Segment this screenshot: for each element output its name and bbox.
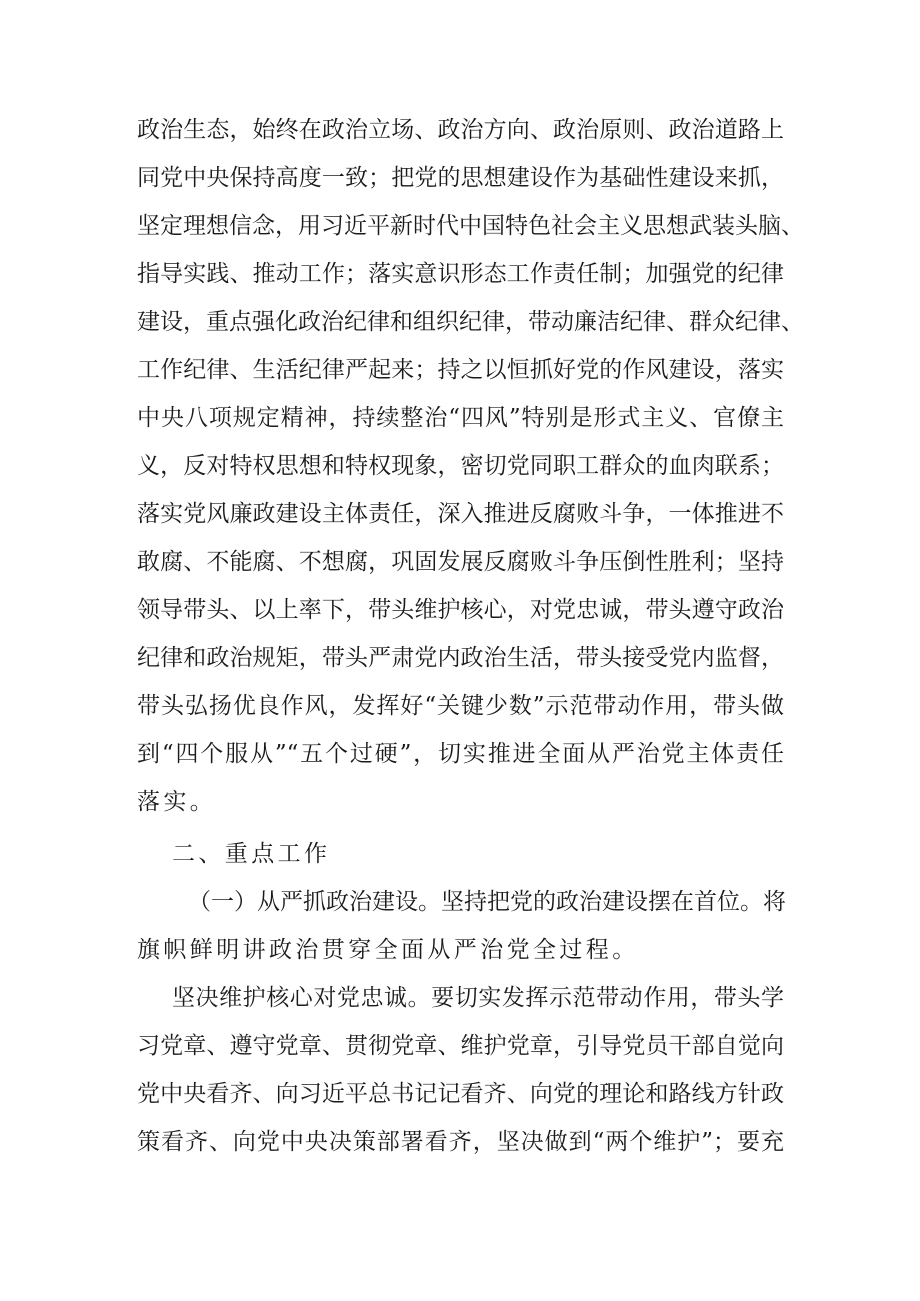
- body-text-line: 带头弘扬优良作风，发挥好“关键少数”示范带动作用，带头做: [137, 693, 784, 719]
- body-text-line: 习党章、遵守党章、贯彻党章、维护党章，引导党员干部自觉向: [137, 1033, 784, 1059]
- body-text-line: 策看齐、向党中央决策部署看齐，坚决做到“两个维护”；要充: [137, 1129, 784, 1155]
- body-text-line: 坚决维护核心对党忠诚。要切实发挥示范带动作用，带头学: [172, 985, 784, 1011]
- body-text-line: 敢腐、不能腐、不想腐，巩固发展反腐败斗争压倒性胜利；坚持: [137, 549, 784, 575]
- body-text-line: 领导带头、以上率下，带头维护核心，对党忠诚，带头遵守政治: [137, 597, 784, 623]
- subsection-heading: （一）从严抓政治建设。坚持把党的政治建设摆在首位。将: [188, 889, 786, 915]
- body-text-line: 坚定理想信念，用习近平新时代中国特色社会主义思想武装头脑、: [137, 213, 804, 239]
- body-text-line: 落实党风廉政建设主体责任，深入推进反腐败斗争，一体推进不: [137, 501, 784, 527]
- body-text-line: 义，反对特权思想和特权现象，密切党同职工群众的血肉联系；: [137, 453, 784, 479]
- body-text-line: 中央八项规定精神，持续整治“四风”特别是形式主义、官僚主: [137, 405, 784, 431]
- body-text-line: 党中央看齐、向习近平总书记记看齐、向党的理论和路线方针政: [137, 1081, 784, 1107]
- body-text-line: 到“四个服从”“五个过硬”，切实推进全面从严治党主体责任: [137, 741, 784, 767]
- body-text-line: 纪律和政治规矩，带头严肃党内政治生活，带头接受党内监督，: [137, 645, 784, 671]
- body-text-line: 落实。: [137, 789, 217, 815]
- body-text-line: 建设，重点强化政治纪律和组织纪律，带动廉洁纪律、群众纪律、: [137, 309, 804, 335]
- body-text-line: 同党中央保持高度一致；把党的思想建设作为基础性建设来抓，: [137, 165, 784, 191]
- body-text-line: 指导实践、推动工作；落实意识形态工作责任制；加强党的纪律: [137, 261, 784, 287]
- body-text-line: 工作纪律、生活纪律严起来；持之以恒抓好党的作风建设，落实: [137, 357, 784, 383]
- body-text-line: 旗帜鲜明讲政治贯穿全面从严治党全过程。: [137, 937, 639, 963]
- body-text-line: 政治生态，始终在政治立场、政治方向、政治原则、政治道路上: [137, 117, 784, 143]
- section-heading: 二、重点工作: [172, 841, 331, 867]
